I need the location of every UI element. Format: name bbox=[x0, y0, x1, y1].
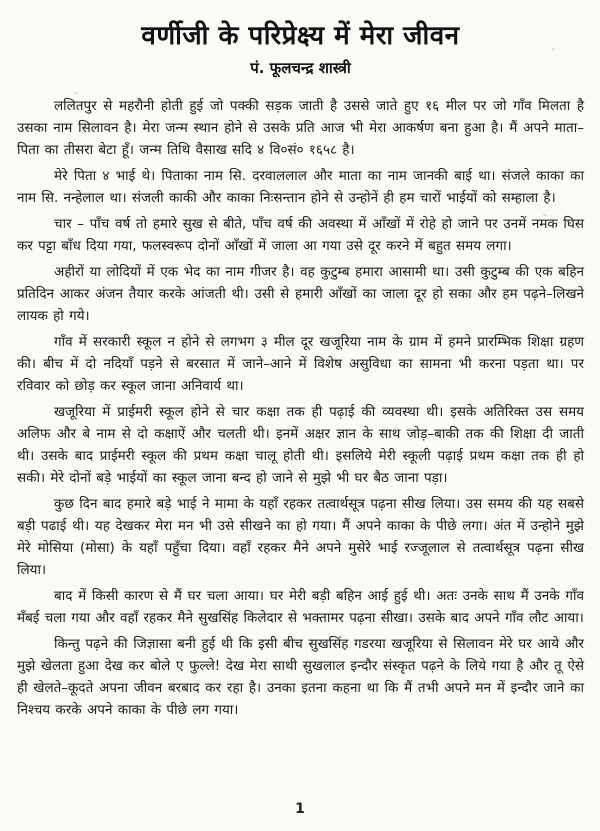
body-text bbox=[17, 95, 584, 721]
scan-speck bbox=[552, 48, 555, 50]
paragraph-6: खजूरिया में प्राईमरी स्कूल होने से चार कक्षा तक ही पढ़ाई की व्यवस्था थी। इसके अतिरिक्त उस समय अलिफ और बे नाम से दो कक्षाऐं और चलती थी। इनमें अक्षर ज्ञान के साथ जोड़–बाकी तक की शिक्षा दी जाती थी। उसके बाद प्राईमरी स्कूल की प्रथम कक्षा चालू होती थी। इसलिये मेरी स्कूली पढ़ाई प्रथम कक्षा तक ही हो सकी। मेरे दोनों बड़े भाईयों का स्कूल जाना बन्द हो जाने से मुझे भी घर बैठ जाना पड़ा। bbox=[17, 404, 584, 486]
paragraph-1: ललितपुर से महरौनी होती हुई जो पक्की सड़क जाती है उससे जाते हुए १६ मील पर जो गाँव मिलता है उसका नाम सिलावन है। मेरा जन्म स्थान होने से उसके प्रति आज भी मेरा आकर्षण बना हुआ है। मैं अपने माता–पिता का तीसरा बेटा हूँ। जन्म तिथि वैसाख सदि ४ वि०सं० १६५८ है। bbox=[17, 98, 584, 158]
paragraph-9: किन्तु पढ़ने की जिज्ञासा बनी हुई थी कि इसी बीच सुखसिंह गडरया खजूरिया से सिलावन मेरे घर आये और मुझे खेलता हुआ देख कर बोले ए फुल्ले! देख मेरा साथी सुखलाल इन्दौर संस्कृत पढ़ने के लिये गया है और तू ऐसे ही खेलते–कूदते अपना जीवन बरबाद कर रहा है। उनका इतना कहना था कि मैं तभी अपने मन में इन्दौर जाने का निश्चय करके अपने काका के पीछे लग गया। bbox=[17, 636, 584, 718]
author-name: पं. फूलचन्द्र शास्त्री bbox=[250, 59, 351, 77]
paragraph-4: अहीरों या लोदियों में एक भेद का नाम गीजर है। वह कुटुम्ब हमारा आसामी था। उसी कुटुम्ब की एक बहिन प्रतिदिन आकर अंजन तैयार करके आंजती थी। उसी से हमारी आँखों का जाला दूर हो सका और हम पढ़ने–लिखने लायक हो गये। bbox=[17, 264, 584, 324]
paragraph-8: बाद में किसी कारण से मैं घर चला आया। घर मेरी बड़ी बहिन आई हुई थी। अतः उनके साथ मैं उनके गाँव मँबई चला गया और वहाँ रहकर मैने सुखसिंह किलेदार से भक्तामर पढ़ना सीखा। उसके बाद अपने गाँव लौट आया। bbox=[17, 588, 584, 626]
page-number: 1 bbox=[295, 801, 305, 817]
paragraph-5: गाँव में सरकारी स्कूल न होने से लगभग ३ मील दूर खजूरिया नाम के ग्राम में हमने प्रारम्भिक शिक्षा ग्रहण की। बीच में दो नदियाँ पड़ने से बरसात में जाने–आने में विशेष असुविधा का सामना भी करना पड़ता था। पर रविवार को छोड़ कर स्कूल जाना अनिवार्य था। bbox=[17, 334, 584, 394]
paragraph-3: चार – पाँच वर्ष तो हमारे सुख से बीते, पाँच वर्ष की अवस्था में आँखों में रोहे हो जाने पर उनमें नमक घिस कर पट्टा बाँध दिया गया, फलस्वरूप दोनों आँखों में जाला आ गया उसे दूर करने में बहुत समय लगा। bbox=[17, 216, 584, 254]
scan-speck bbox=[74, 92, 77, 94]
paragraph-2: मेरे पिता ४ भाई थे। पिताका नाम सि. दरवाललाल और माता का नाम जानकी बाई था। संजले काका का नाम सि. नन्हेलाल था। संजली काकी और काका निःसन्तान होने से उन्होनें ही हम चारों भाईयों को सम्हाला है। bbox=[17, 168, 584, 206]
page-title: वर्णीजी के परिप्रेक्ष्य में मेरा जीवन bbox=[141, 21, 460, 51]
scan-speck bbox=[543, 214, 547, 216]
paragraph-7: कुछ दिन बाद हमारे बड़े भाई ने मामा के यहाँ रहकर तत्वार्थसूत्र पढ़ना सीख लिया। उस समय की यह सबसे बड़ी पढाई थी। यह देखकर मेरा मन भी उसे सीखने का हो गया। मैं अपने काका के पीछे लगा। अंत में उन्होने मुझे मेरे मोसिया (मोसा) के यहाँ पहुँचा दिया। वहाँ रहकर मैने अपने मुसेरे भाई रज्जूलाल से तत्वार्थसूत्र पढ़ना सीख लिया। bbox=[17, 496, 584, 578]
